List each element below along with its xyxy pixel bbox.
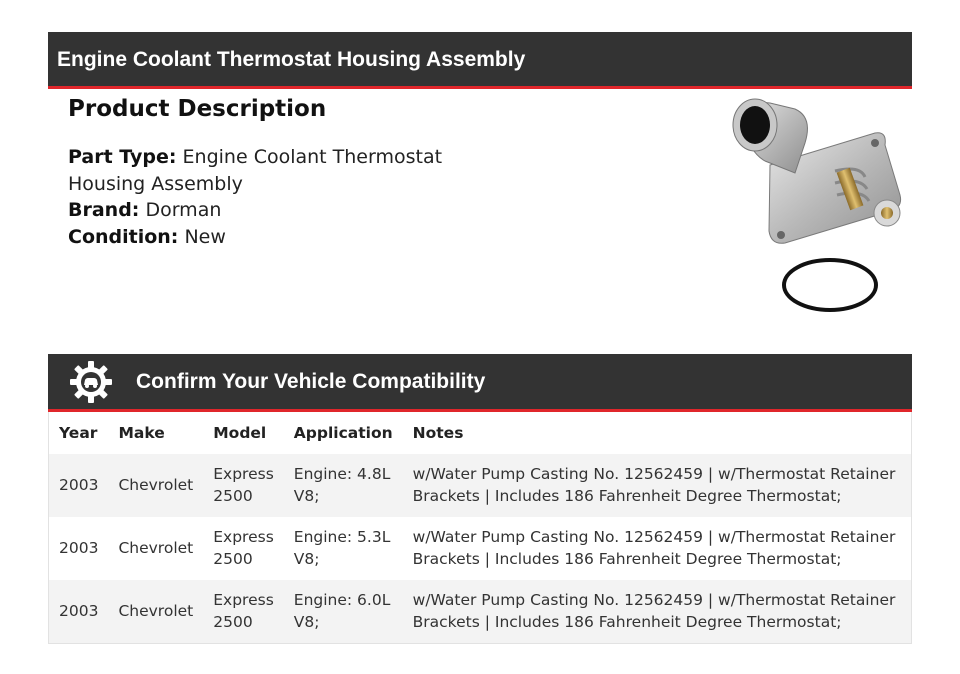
condition-value: New xyxy=(184,225,226,248)
table-row xyxy=(49,517,912,580)
cell-notes: w/Water Pump Casting No. 12562459 | w/Thermostat Retainer Brackets | Includes 186 Fahrenheit Degree Thermostat; xyxy=(412,465,896,505)
compatibility-banner xyxy=(48,354,912,412)
part-type-line xyxy=(68,144,468,197)
condition-label: Condition: xyxy=(68,225,179,248)
cell-application: Engine: 6.0L V8; xyxy=(293,591,391,631)
table-row xyxy=(49,454,912,517)
compatibility-table xyxy=(48,412,912,644)
cell-notes: w/Water Pump Casting No. 12562459 | w/Thermostat Retainer Brackets | Includes 186 Fahrenheit Degree Thermostat; xyxy=(412,591,896,631)
cell-year: 2003 xyxy=(59,538,99,557)
product-image xyxy=(725,95,915,315)
cell-model: Express 2500 xyxy=(213,465,274,505)
cell-year: 2003 xyxy=(59,475,99,494)
condition-line xyxy=(68,224,468,251)
cell-notes: w/Water Pump Casting No. 12562459 | w/Thermostat Retainer Brackets | Includes 186 Fahrenheit Degree Thermostat; xyxy=(412,528,896,568)
cell-make: Chevrolet xyxy=(118,601,194,620)
description-heading: Product Description xyxy=(68,96,327,122)
cell-application: Engine: 4.8L V8; xyxy=(293,465,391,505)
compatibility-title: Confirm Your Vehicle Compatibility xyxy=(136,369,486,393)
part-type-value: Engine Coolant Thermostat Housing Assembly xyxy=(68,146,443,195)
brand-value: Dorman xyxy=(145,199,222,221)
cell-make: Chevrolet xyxy=(118,538,194,557)
product-title: Engine Coolant Thermostat Housing Assembly xyxy=(57,48,526,71)
gear-car-icon xyxy=(68,359,114,405)
col-year: Year xyxy=(59,424,98,442)
product-title-banner xyxy=(48,32,912,89)
table-row xyxy=(49,580,912,644)
col-notes: Notes xyxy=(412,424,464,442)
col-make: Make xyxy=(118,424,165,442)
cell-make: Chevrolet xyxy=(118,475,194,494)
part-type-label: Part Type: xyxy=(68,146,177,168)
brand-line xyxy=(68,197,468,224)
cell-model: Express 2500 xyxy=(213,528,274,568)
col-model: Model xyxy=(213,424,267,442)
cell-year: 2003 xyxy=(59,601,99,620)
col-application: Application xyxy=(293,424,393,442)
table-header-row xyxy=(49,412,912,454)
product-description xyxy=(68,96,468,250)
cell-application: Engine: 5.3L V8; xyxy=(293,528,391,568)
cell-model: Express 2500 xyxy=(213,591,274,631)
brand-label: Brand: xyxy=(68,199,140,221)
